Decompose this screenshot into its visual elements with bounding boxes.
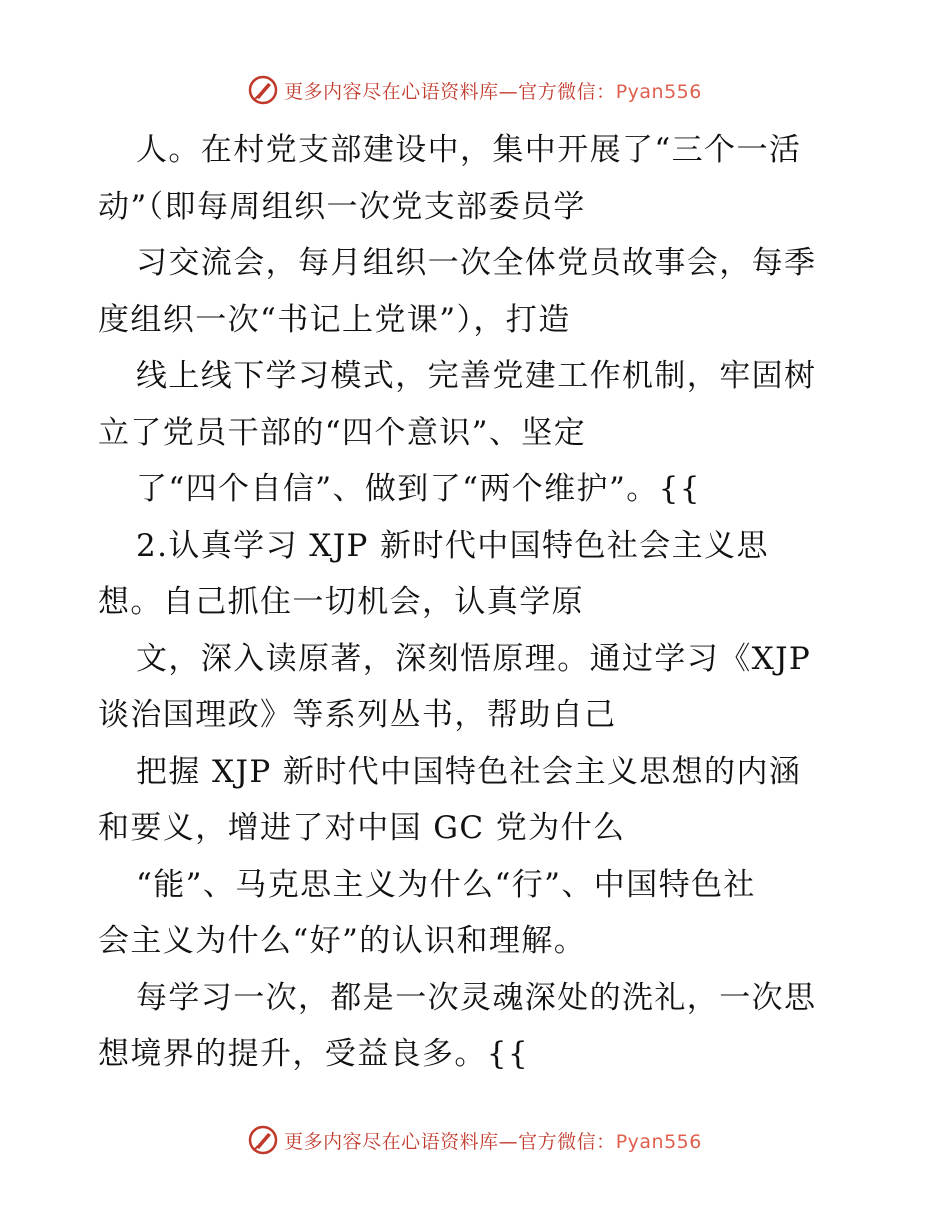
body-line: 每学习一次，都是一次灵魂深处的洗礼，一次思 — [136, 979, 817, 1016]
watermark-wechat-label: 官方微信： — [518, 80, 616, 103]
watermark-site-text: 更多内容尽在心语资料库 — [284, 80, 499, 103]
watermark-wechat-handle: Pyan556 — [615, 1130, 702, 1153]
body-line: 谈治国理政》等系列丛书，帮助自己 — [98, 697, 617, 733]
watermark-text — [284, 1127, 702, 1154]
body-line: 和要义，增进了对中国 GC 党为什么 — [98, 810, 626, 846]
watermark-site-text: 更多内容尽在心语资料库 — [284, 1130, 499, 1153]
body-line: 人。在村党支部建设中，集中开展了“三个一活 — [136, 132, 802, 168]
watermark-wechat-handle: Pyan556 — [615, 80, 702, 103]
body-line: “能”、马克思主义为什么“行”、中国特色社 — [136, 866, 756, 903]
watermark-wechat-label: 官方微信： — [518, 1130, 616, 1153]
body-line: 动”（即每周组织一次党支部委员学 — [98, 188, 586, 225]
body-line: 想。自己抓住一切机会，认真学原 — [98, 584, 584, 620]
body-line: 线上线下学习模式，完善党建工作机制，牢固树 — [136, 358, 817, 394]
body-line: 了“四个自信”、做到了“两个维护”。{{ — [136, 471, 701, 507]
quill-logo-icon — [248, 1125, 278, 1155]
watermark-text — [284, 77, 702, 104]
body-line: 度组织一次“书记上党课”），打造 — [98, 301, 571, 338]
watermark-separator: — — [498, 1130, 519, 1153]
body-line: 想境界的提升，受益良多。{{ — [98, 1036, 530, 1072]
quill-logo-icon — [248, 75, 278, 105]
document-body — [98, 122, 858, 1083]
header-watermark — [0, 70, 950, 110]
body-line: 2.认真学习 XJP 新时代中国特色社会主义思 — [136, 527, 769, 564]
body-line: 会主义为什么“好”的认识和理解。 — [98, 923, 587, 959]
body-line: 文，深入读原著，深刻悟原理。通过学习《XJP — [136, 640, 812, 677]
watermark-separator: — — [498, 80, 519, 103]
body-line: 习交流会，每月组织一次全体党员故事会，每季 — [136, 245, 817, 281]
body-line: 立了党员干部的“四个意识”、坚定 — [98, 414, 587, 451]
footer-watermark — [0, 1120, 950, 1160]
body-line: 把握 XJP 新时代中国特色社会主义思想的内涵 — [136, 753, 802, 790]
